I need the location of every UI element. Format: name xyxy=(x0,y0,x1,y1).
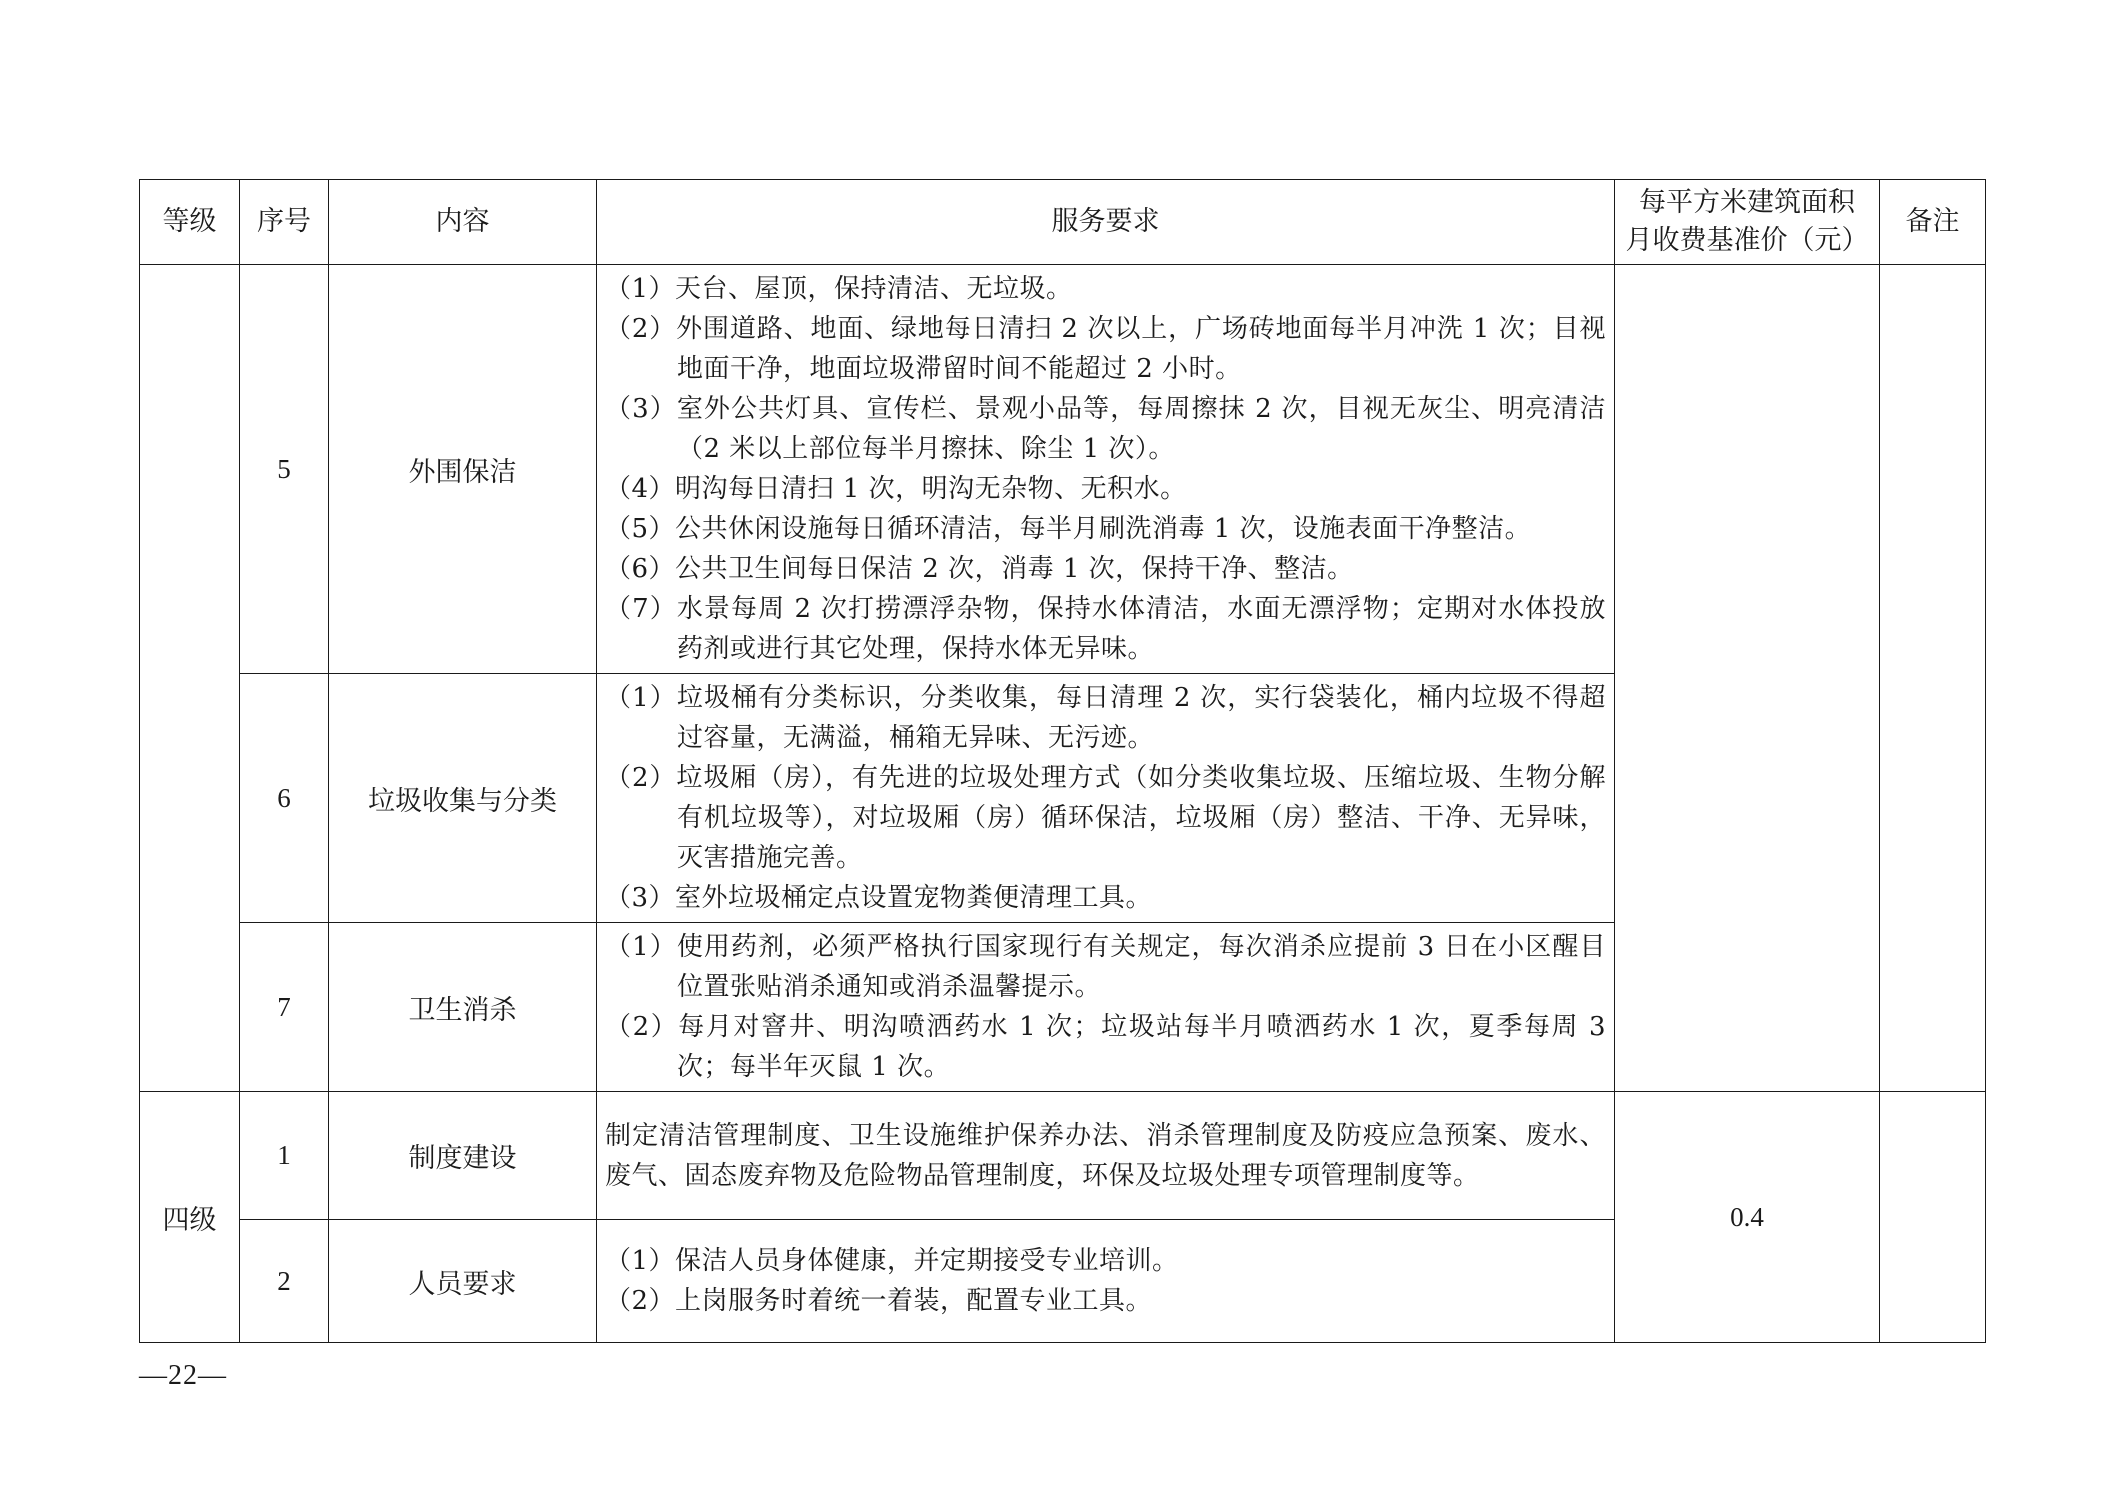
requirement-item: （3）室外公共灯具、宣传栏、景观小品等，每周擦抹 2 次，目视无灰尘、明亮清洁（2 米以上部位每半月擦抹、除尘 1 次）。 xyxy=(605,394,1606,464)
level-cell-continued xyxy=(140,265,240,1092)
seq-cell: 2 xyxy=(240,1220,329,1343)
table-header-row xyxy=(140,180,1986,265)
header-content: 内容 xyxy=(329,180,597,265)
seq-cell: 6 xyxy=(240,674,329,923)
seq-cell: 1 xyxy=(240,1092,329,1220)
price-cell: 0.4 xyxy=(1615,1092,1880,1343)
requirement-item: （2）垃圾厢（房），有先进的垃圾处理方式（如分类收集垃圾、压缩垃圾、生物分解有机垃圾等），对垃圾厢（房）循环保洁，垃圾厢（房）整洁、干净、无异味，灭害措施完善。 xyxy=(605,763,1606,873)
requirement-item: （5）公共休闲设施每日循环清洁，每半月刷洗消毒 1 次，设施表面干净整洁。 xyxy=(605,514,1532,544)
requirement-item: （4）明沟每日清扫 1 次，明沟无杂物、无积水。 xyxy=(605,474,1187,504)
requirement-item: （1）天台、屋顶，保持清洁、无垃圾。 xyxy=(605,274,1073,304)
content-cell: 制度建设 xyxy=(329,1092,597,1220)
requirement-item: （2）每月对窨井、明沟喷洒药水 1 次；垃圾站每半月喷洒药水 1 次，夏季每周 3 次；每半年灭鼠 1 次。 xyxy=(605,1012,1606,1082)
header-price-line2: 月收费基准价（元） xyxy=(1625,225,1869,256)
table-row xyxy=(140,1092,1986,1220)
requirements-list xyxy=(605,927,1606,1087)
remarks-cell xyxy=(1880,1092,1986,1343)
remarks-cell-continued xyxy=(1880,265,1986,1092)
requirement-item: （7）水景每周 2 次打捞漂浮杂物，保持水体清洁，水面无漂浮物；定期对水体投放药剂或进行其它处理，保持水体无异味。 xyxy=(605,594,1606,664)
header-price xyxy=(1615,180,1880,265)
page-number: —22— xyxy=(139,1360,227,1391)
header-requirements: 服务要求 xyxy=(597,180,1615,265)
requirement-item: （1）保洁人员身体健康，并定期接受专业培训。 xyxy=(605,1246,1179,1276)
header-seq: 序号 xyxy=(240,180,329,265)
content-cell: 人员要求 xyxy=(329,1220,597,1343)
seq-cell: 5 xyxy=(240,265,329,674)
header-price-line1: 每平方米建筑面积 xyxy=(1639,187,1855,218)
requirements-cell xyxy=(597,923,1615,1092)
requirement-item: （2）上岗服务时着统一着装，配置专业工具。 xyxy=(605,1286,1153,1316)
requirements-cell xyxy=(597,1220,1615,1343)
requirements-list xyxy=(605,678,1606,918)
requirements-list xyxy=(605,269,1606,669)
table-row xyxy=(140,265,1986,674)
requirement-item: （2）外围道路、地面、绿地每日清扫 2 次以上，广场砖地面每半月冲洗 1 次；目视地面干净，地面垃圾滞留时间不能超过 2 小时。 xyxy=(605,314,1606,384)
requirement-item: （1）垃圾桶有分类标识，分类收集，每日清理 2 次，实行袋装化，桶内垃圾不得超过容量，无满溢，桶箱无异味、无污迹。 xyxy=(605,683,1606,753)
header-remarks: 备注 xyxy=(1880,180,1986,265)
requirement-text: 制定清洁管理制度、卫生设施维护保养办法、消杀管理制度及防疫应急预案、废水、废气、固态废弃物及危险物品管理制度，环保及垃圾处理专项管理制度等。 xyxy=(605,1120,1606,1191)
content-cell: 垃圾收集与分类 xyxy=(329,674,597,923)
service-standard-table xyxy=(139,179,1986,1343)
requirements-cell xyxy=(597,265,1615,674)
requirement-item: （6）公共卫生间每日保洁 2 次，消毒 1 次，保持干净、整洁。 xyxy=(605,554,1354,584)
content-cell: 外围保洁 xyxy=(329,265,597,674)
requirement-item: （3）室外垃圾桶定点设置宠物粪便清理工具。 xyxy=(605,883,1153,913)
content-cell: 卫生消杀 xyxy=(329,923,597,1092)
requirement-item: （1）使用药剂，必须严格执行国家现行有关规定，每次消杀应提前 3 日在小区醒目位置张贴消杀通知或消杀温馨提示。 xyxy=(605,932,1606,1002)
requirements-cell xyxy=(597,1092,1615,1220)
requirements-list xyxy=(605,1241,1606,1321)
seq-cell: 7 xyxy=(240,923,329,1092)
level-cell: 四级 xyxy=(140,1092,240,1343)
header-level: 等级 xyxy=(140,180,240,265)
price-cell-continued xyxy=(1615,265,1880,1092)
requirements-cell xyxy=(597,674,1615,923)
